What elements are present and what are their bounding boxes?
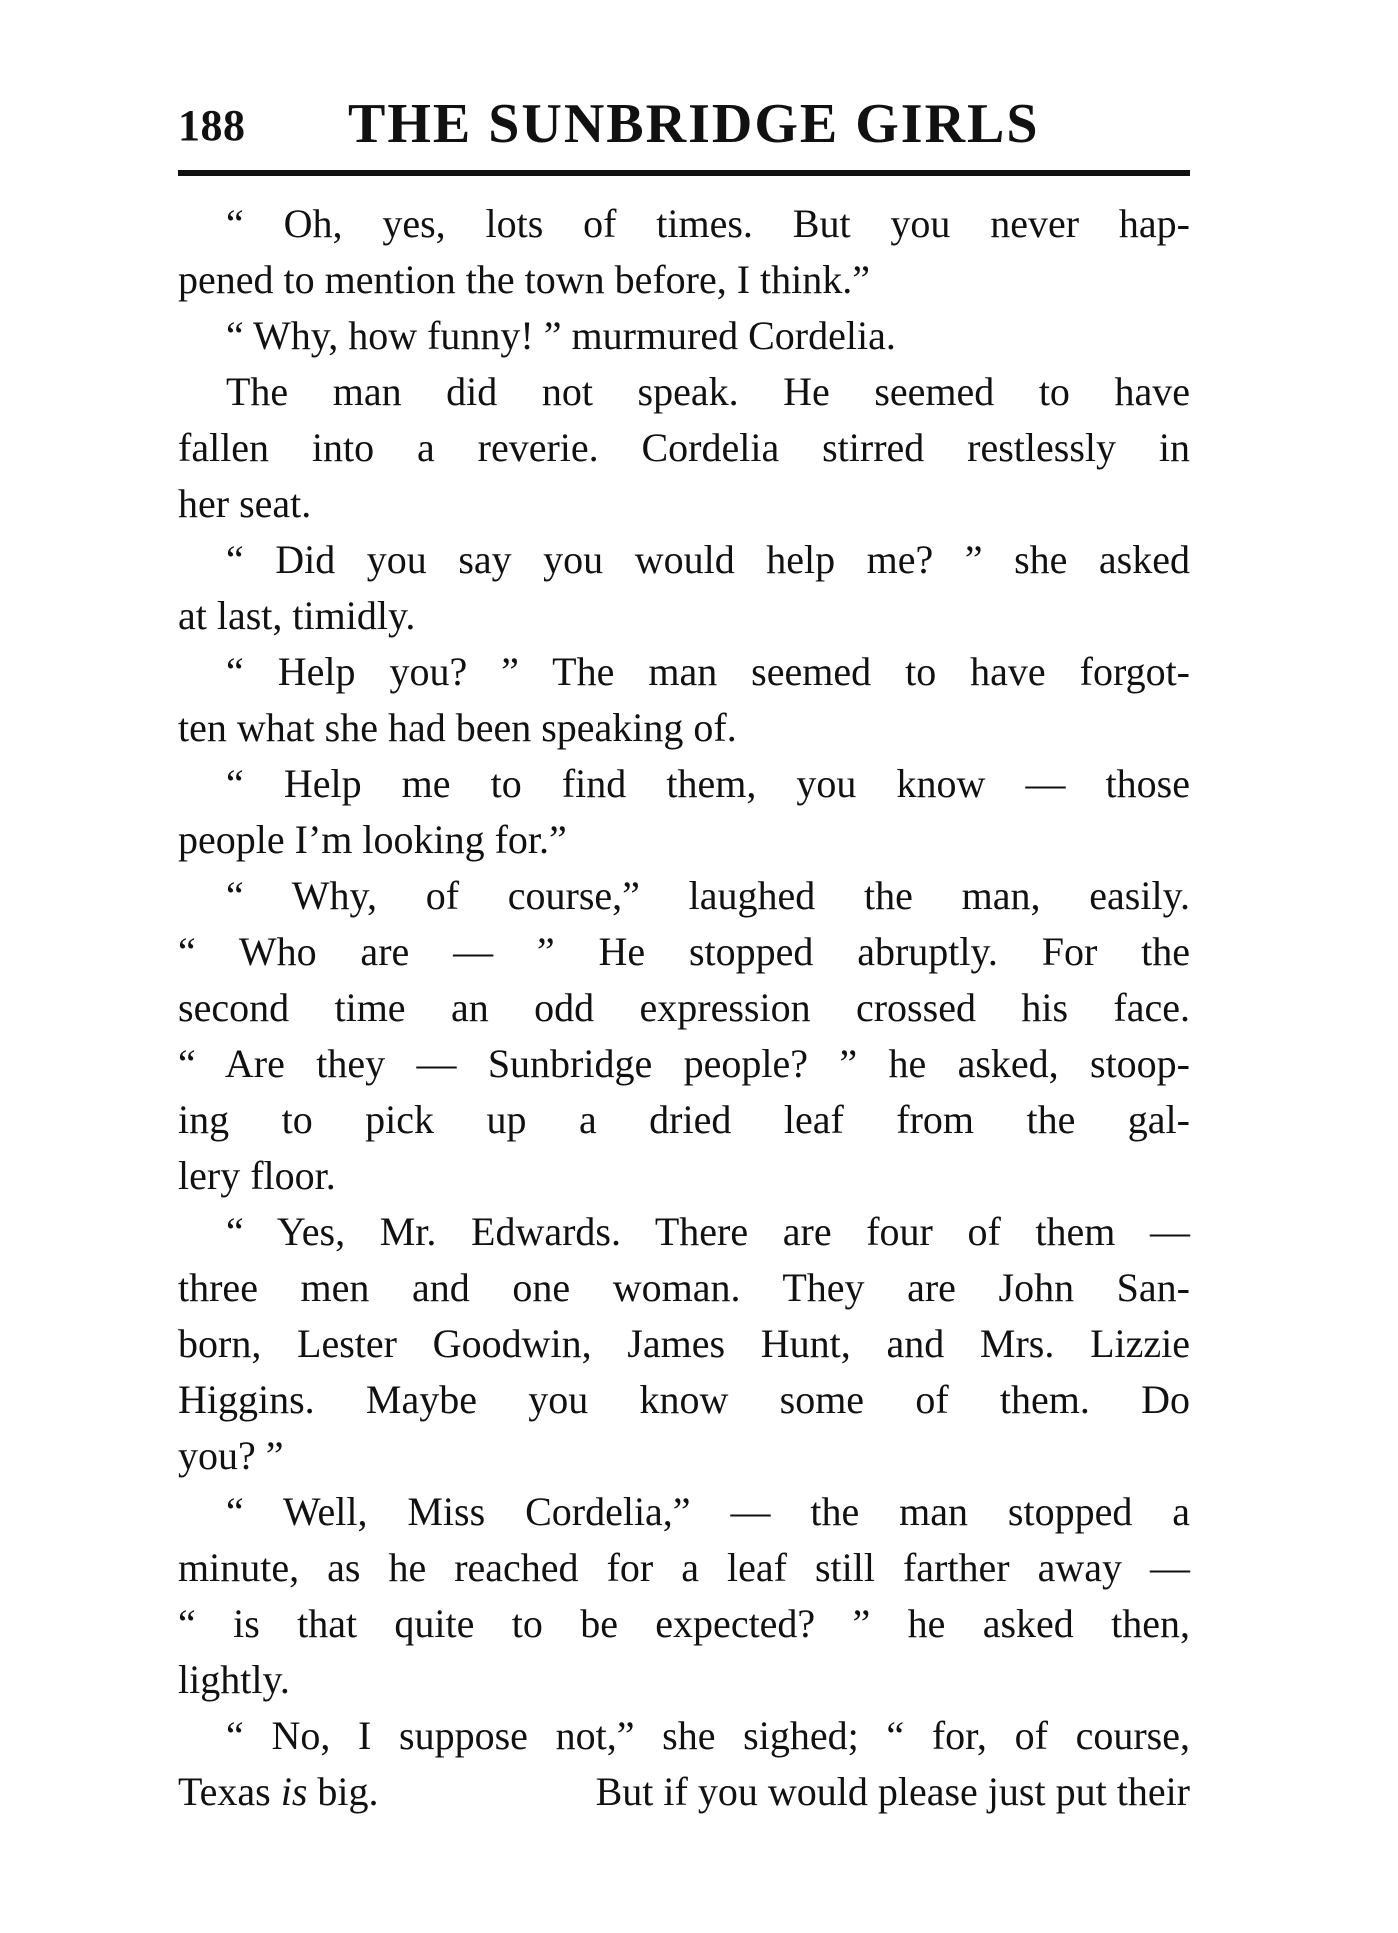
text-line: “ Help you? ” The man seemed to have forgot- [226,649,1190,694]
text-line: “ No, I suppose not,” she sighed; “ for, of course, [226,1713,1190,1758]
text-line: at last, timidly. [178,593,416,638]
text-line: “ Did you say you would help me? ” she asked [226,537,1190,582]
text-line: “ Who are — ” He stopped abruptly. For the [178,929,1190,974]
text-line: ten what she had been speaking of. [178,705,737,750]
text-line: ing to pick up a dried leaf from the gal- [178,1097,1190,1142]
text-line: “ Why, of course,” laughed the man, easily. [226,873,1190,918]
emphasis-word: is [280,1769,308,1814]
text-line: lightly. [178,1657,290,1702]
header-rule [178,170,1190,176]
text-line-last [178,1764,1190,1820]
text-line: Higgins. Maybe you know some of them. Do [178,1377,1190,1422]
text-line: “ is that quite to be expected? ” he asked then, [178,1601,1190,1646]
text-line: “ Why, how funny! ” murmured Cordelia. [226,313,896,358]
running-title: THE SUNBRIDGE GIRLS [348,93,1040,155]
text-line: “ Yes, Mr. Edwards. There are four of them — [226,1209,1190,1254]
text-line: “ Are they — Sunbridge people? ” he asked, stoop- [178,1041,1190,1086]
text-run: Texas [178,1769,281,1814]
text-line: “ Well, Miss Cordelia,” — the man stopped a [226,1489,1190,1534]
text-line: The man did not speak. He seemed to have [226,369,1190,414]
text-line: people I’m looking for.” [178,817,567,862]
text-line: “ Oh, yes, lots of times. But you never hap- [226,201,1190,246]
text-run: big. [307,1769,379,1814]
text-line: born, Lester Goodwin, James Hunt, and Mrs. Lizzie [178,1321,1190,1366]
text-line: lery floor. [178,1153,336,1198]
text-line: her seat. [178,481,312,526]
text-line: minute, as he reached for a leaf still farther away — [178,1545,1190,1590]
text-line: second time an odd expression crossed his face. [178,985,1190,1030]
text-line: three men and one woman. They are John San- [178,1265,1190,1310]
text-run: But if you would please just put their [595,1769,1190,1814]
page-header [178,92,1190,172]
page-number: 188 [178,101,246,150]
text-line: fallen into a reverie. Cordelia stirred restlessly in [178,425,1190,470]
text-line: pened to mention the town before, I think.” [178,257,871,302]
text-line: “ Help me to find them, you know — those [226,761,1190,806]
text-line: you? ” [178,1433,284,1478]
